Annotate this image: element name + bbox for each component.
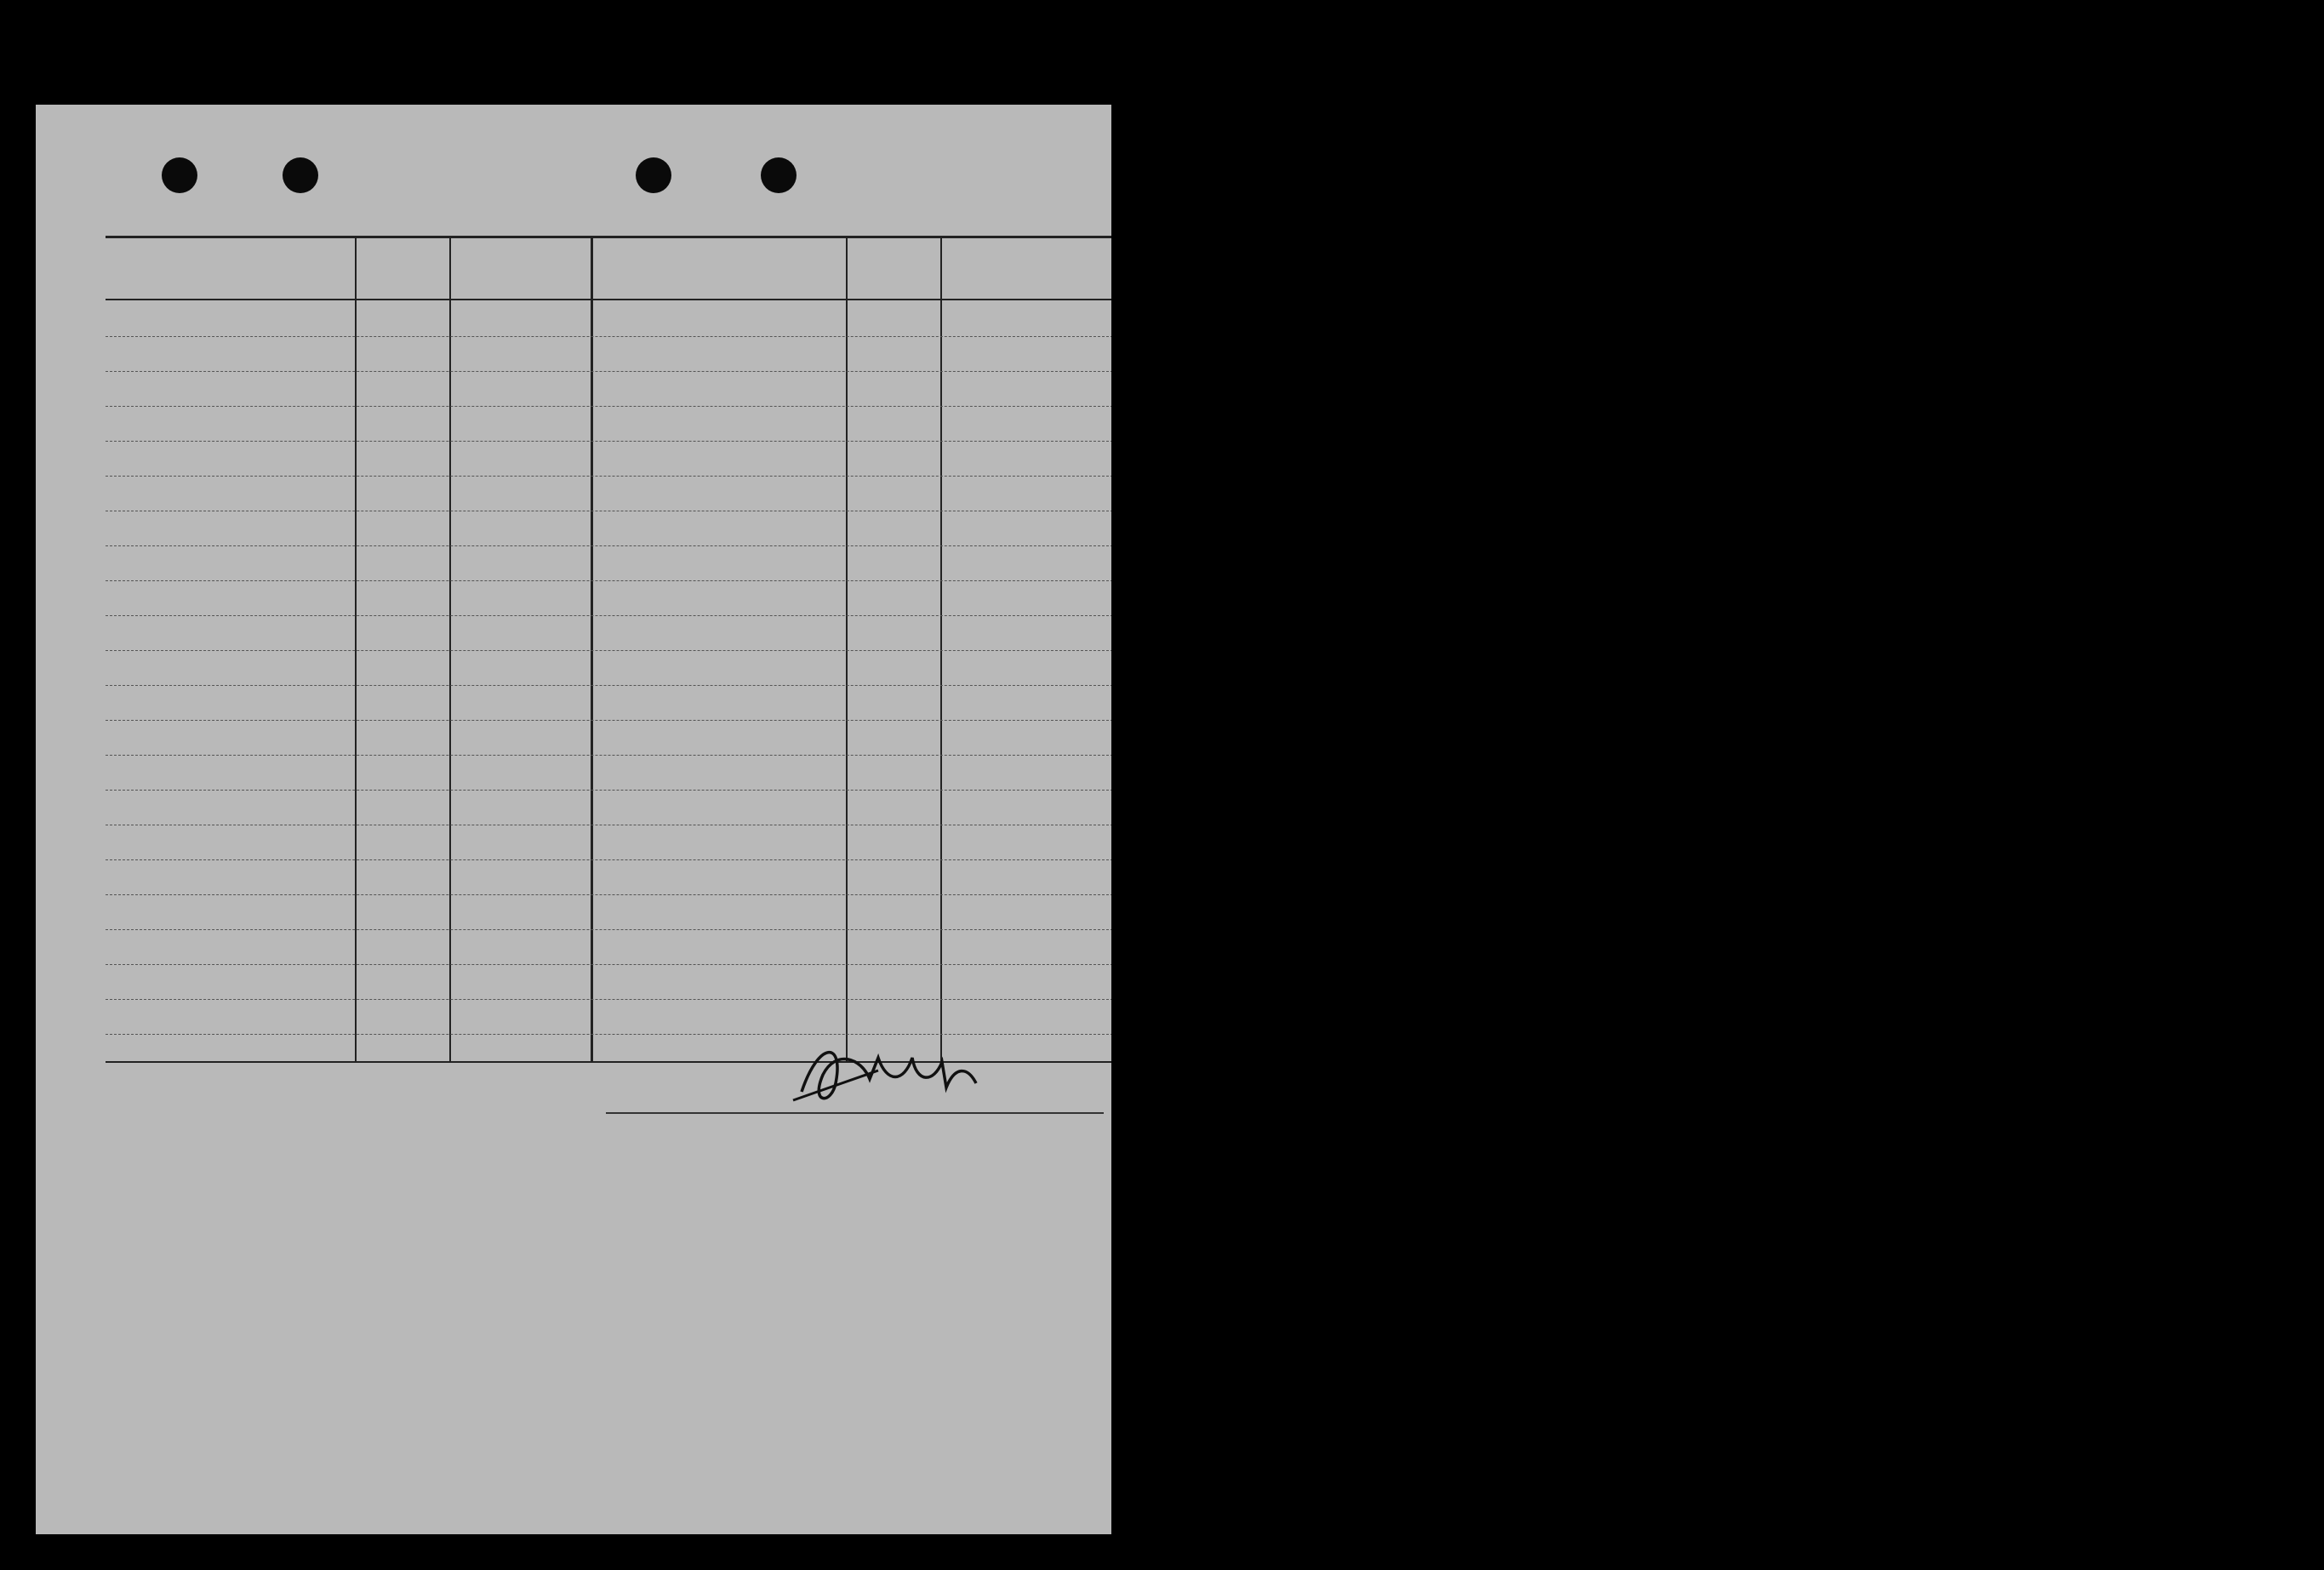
punch-hole <box>761 157 797 193</box>
punch-hole <box>283 157 318 193</box>
punch-hole <box>636 157 671 193</box>
punch-hole <box>162 157 197 193</box>
signature-line <box>606 1095 1104 1114</box>
left-page <box>36 105 1111 1534</box>
